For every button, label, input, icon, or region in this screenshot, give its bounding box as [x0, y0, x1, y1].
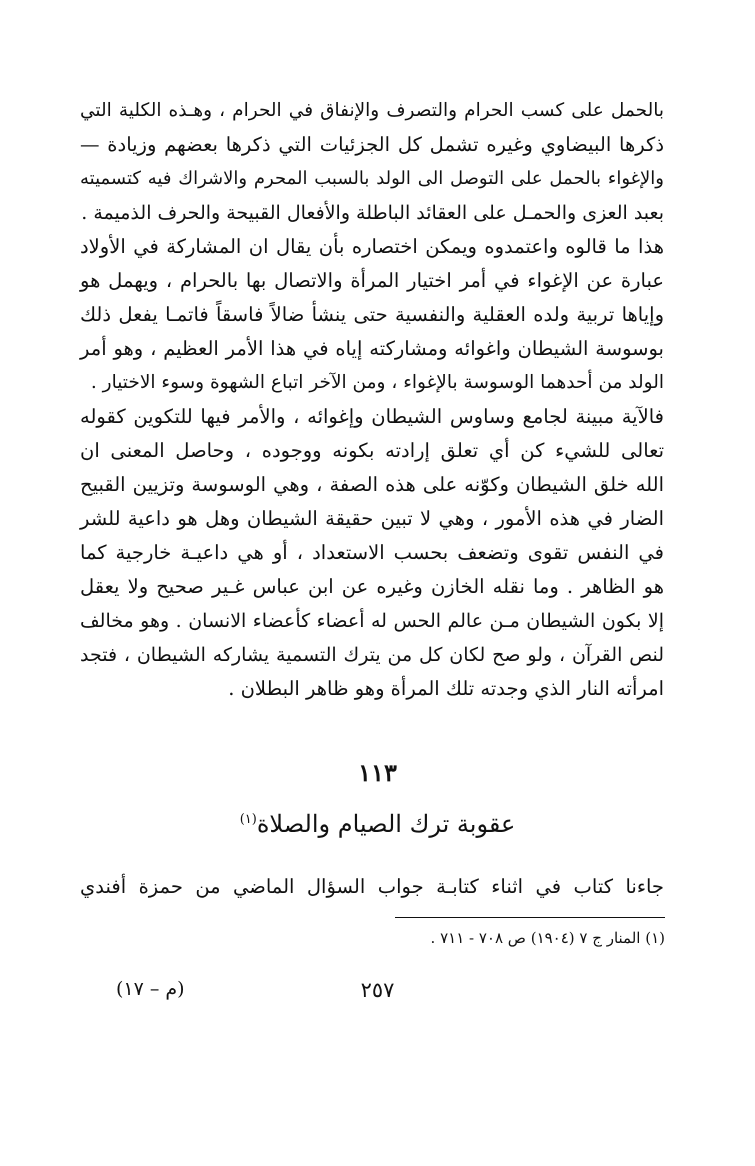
text-line: فالآية مبينة لجامع وساوس الشيطان وإغوائه ، والأمر فيها للتكوين كقوله — [80, 405, 664, 428]
section-number: ١١٣ — [358, 758, 397, 787]
signature-mark: (م – ١٧) — [116, 978, 185, 1000]
footnote: (١) المنار ج ٧ (١٩٠٤) ص ٧٠٨ - ٧١١ . — [430, 929, 665, 947]
text-line: والإغواء بالحمل على التوصل الى الولد بالسبب المحرم والاشراك فيه كتسميته — [80, 168, 664, 189]
text-line: بالحمل على كسب الحرام والتصرف والإنفاق في الحرام ، وهـذه الكلية التي — [80, 100, 664, 121]
text-line: لنص القرآن ، ولو صح لكان كل من يترك التسمية يشاركه الشيطان ، فتجد — [80, 644, 664, 666]
text-line: وإياها تربية ولده العقلية والنفسية حتى ينشأ ضالاً فاسقاً فاتمـا يفعل ذلك — [80, 303, 664, 326]
text-line: ذكرها البيضاوي وغيره تشمل كل الجزئيات التي ذكرها بعضهم وزيادة — — [80, 133, 664, 156]
text-line: الولد من أحدهما الوسوسة بالإغواء ، ومن الآخر اتباع الشهوة وسوء الاختيار . — [90, 372, 664, 393]
text-line: عبارة عن الإغواء في أمر اختيار المرأة والاتصال بها بالحرام ، ويهمل هو — [80, 269, 664, 292]
text-line: هذا ما قالوه واعتمدوه ويمكن اختصاره بأن يقال ان المشاركة في الأولاد — [80, 235, 664, 258]
section-title — [0, 810, 755, 838]
page-number: ٢٥٧ — [360, 978, 395, 1002]
text-line: الله خلق الشيطان وكوّنه على هذه الصفة ، وهي الوسوسة وتزيين القبيح — [80, 473, 664, 496]
text-line: بعبد العزى والحمـل على العقائد الباطلة والأفعال القبيحة والحرف الذميمة . — [81, 202, 664, 224]
text-line: في النفس تقوى وتضعف بحسب الاستعداد ، أو هي داعيـة خارجية كما — [80, 541, 664, 564]
text-line: هو الظاهر . وما نقله الخازن وغيره عن ابن عباس غـير صحيح ولا يعقل — [80, 575, 664, 598]
text-line: إلا بكون الشيطان مـن عالم الحس له أعضاء كأعضاء الانسان . وهو مخالف — [80, 610, 664, 632]
footnote-divider — [395, 917, 665, 918]
text-line: تعالى للشيء كن أي تعلق إرادته بكونه ووجوده ، وحاصل المعنى ان — [80, 439, 664, 462]
text-line: بوسوسة الشيطان واغوائه ومشاركته إياه في هذا الأمر العظيم ، وهو أمر — [80, 337, 664, 360]
section-title-text: عقوبة ترك الصيام والصلاة — [256, 810, 516, 838]
text-line: امرأته النار الذي وجدته تلك المرأة وهو ظاهر البطلان . — [228, 677, 664, 700]
body-text — [80, 94, 664, 706]
first-line-after-title: جاءنا كتاب في اثناء كتابـة جواب السؤال الماضي من حمزة أفندي — [80, 875, 664, 898]
text-line: الضار في هذه الأمور ، وهي لا تبين حقيقة الشيطان وهل هو داعية للشر — [80, 507, 664, 530]
footnote-marker: (١) — [239, 812, 257, 827]
